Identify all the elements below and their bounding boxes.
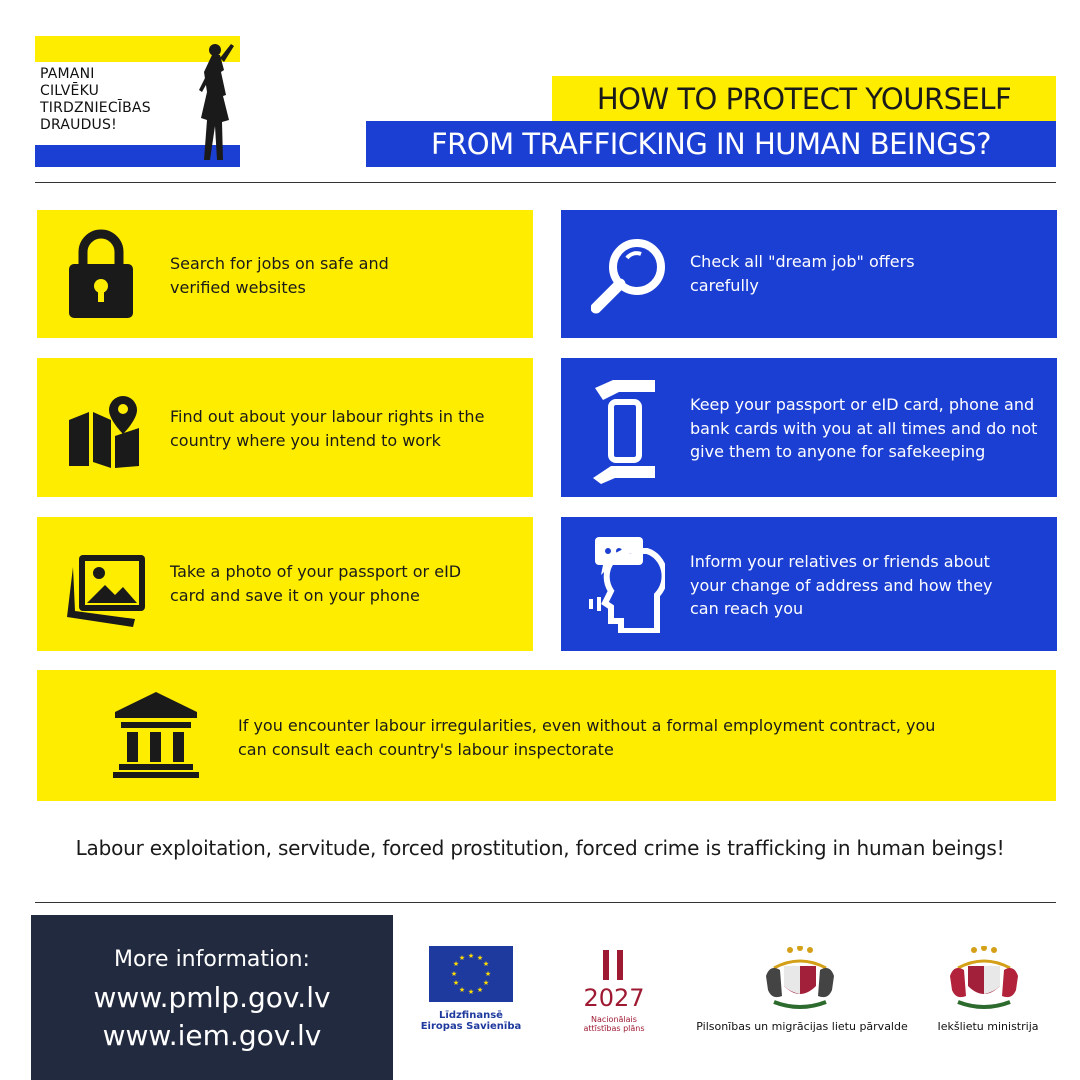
iem-caption: Iekšlietu ministrija <box>937 1020 1039 1033</box>
svg-text:★: ★ <box>467 988 475 996</box>
tip-card-dream-job <box>561 210 1057 338</box>
tip-card-inform <box>561 517 1057 651</box>
svg-text:★: ★ <box>482 960 490 968</box>
tip-text: If you encounter labour irregularities, even without a formal employment contract, you can consult each country's labour inspectorate <box>238 716 936 759</box>
page-title-part2: FROM TRAFFICKING IN HUMAN BEINGS? <box>430 127 992 161</box>
tip-text: Check all "dream job" offers carefully <box>690 252 915 295</box>
url-pmlp-link[interactable]: www.pmlp.gov.lv <box>93 981 331 1014</box>
tip-text: Keep your passport or eID card, phone and bank cards with you at all times and do not give them to anyone for safekeeping <box>690 395 1038 461</box>
title-line-1 <box>552 76 1056 122</box>
coat-of-arms-icon <box>764 946 836 1012</box>
sculpture-figure-icon <box>193 40 237 164</box>
tip-text: Take a photo of your passport or eID card and save it on your phone <box>170 562 462 605</box>
plan-caption <box>568 1015 660 1033</box>
svg-text:★: ★ <box>476 986 484 994</box>
tip-card-jobs <box>37 210 533 338</box>
speaking-head-icon <box>589 537 665 633</box>
plan-caption-line: attīstības plāns <box>583 1024 645 1033</box>
footer-divider <box>35 902 1056 903</box>
logo-text <box>40 66 200 134</box>
logo-line: CILVĒKU <box>40 83 100 99</box>
tip-text: Inform your relatives or friends about your change of address and how they can reach you <box>690 552 993 618</box>
logo-line: DRAUDUS! <box>40 117 117 133</box>
lock-icon <box>69 228 133 320</box>
plan-caption-line: Nacionālais <box>591 1015 637 1024</box>
key-statement: Labour exploitation, servitude, forced prostitution, forced crime is trafficking in human beings! <box>75 836 1005 860</box>
more-info-label: More information: <box>114 947 310 972</box>
eu-caption <box>400 1010 542 1032</box>
national-plan-logo-icon <box>578 948 650 1010</box>
svg-text:★: ★ <box>467 952 475 960</box>
logo-line: TIRDZNIECĪBAS <box>40 100 151 116</box>
eu-caption-line: Līdzfinansē <box>439 1010 503 1021</box>
title-line-2 <box>366 121 1056 167</box>
plan-year: 2027 <box>583 984 645 1010</box>
coat-of-arms-icon <box>948 946 1020 1012</box>
eu-caption-line: Eiropas Savienība <box>420 1021 522 1032</box>
campaign-logo <box>35 36 240 167</box>
svg-text:★: ★ <box>452 960 460 968</box>
pmlp-caption: Pilsonības un migrācijas lietu pārvalde <box>696 1020 908 1033</box>
phone-hands-icon <box>589 378 659 486</box>
svg-text:★: ★ <box>452 979 460 987</box>
page-title-part1: HOW TO PROTECT YOURSELF <box>596 82 1012 116</box>
svg-text:★: ★ <box>458 954 466 962</box>
svg-text:★: ★ <box>476 954 484 962</box>
svg-text:★: ★ <box>482 979 490 987</box>
svg-text:★: ★ <box>484 970 492 978</box>
svg-text:★: ★ <box>458 986 466 994</box>
magnifier-icon <box>591 236 669 314</box>
eu-flag-icon <box>429 946 513 1002</box>
tip-text: Find out about your labour rights in the country where you intend to work <box>170 407 485 450</box>
tip-card-inspectorate <box>37 670 1056 801</box>
logo-line: PAMANI <box>40 66 95 82</box>
tip-card-documents <box>561 358 1057 497</box>
header-divider <box>35 182 1056 183</box>
tip-card-labour-rights <box>37 358 533 497</box>
photos-icon <box>63 553 147 629</box>
tip-text: Search for jobs on safe and verified websites <box>170 254 389 297</box>
url-iem-link[interactable]: www.iem.gov.lv <box>102 1019 322 1052</box>
more-info-box <box>31 915 393 1080</box>
tip-card-photo <box>37 517 533 651</box>
map-pin-icon <box>67 396 141 468</box>
svg-text:★: ★ <box>450 970 458 978</box>
courthouse-icon <box>113 692 199 778</box>
